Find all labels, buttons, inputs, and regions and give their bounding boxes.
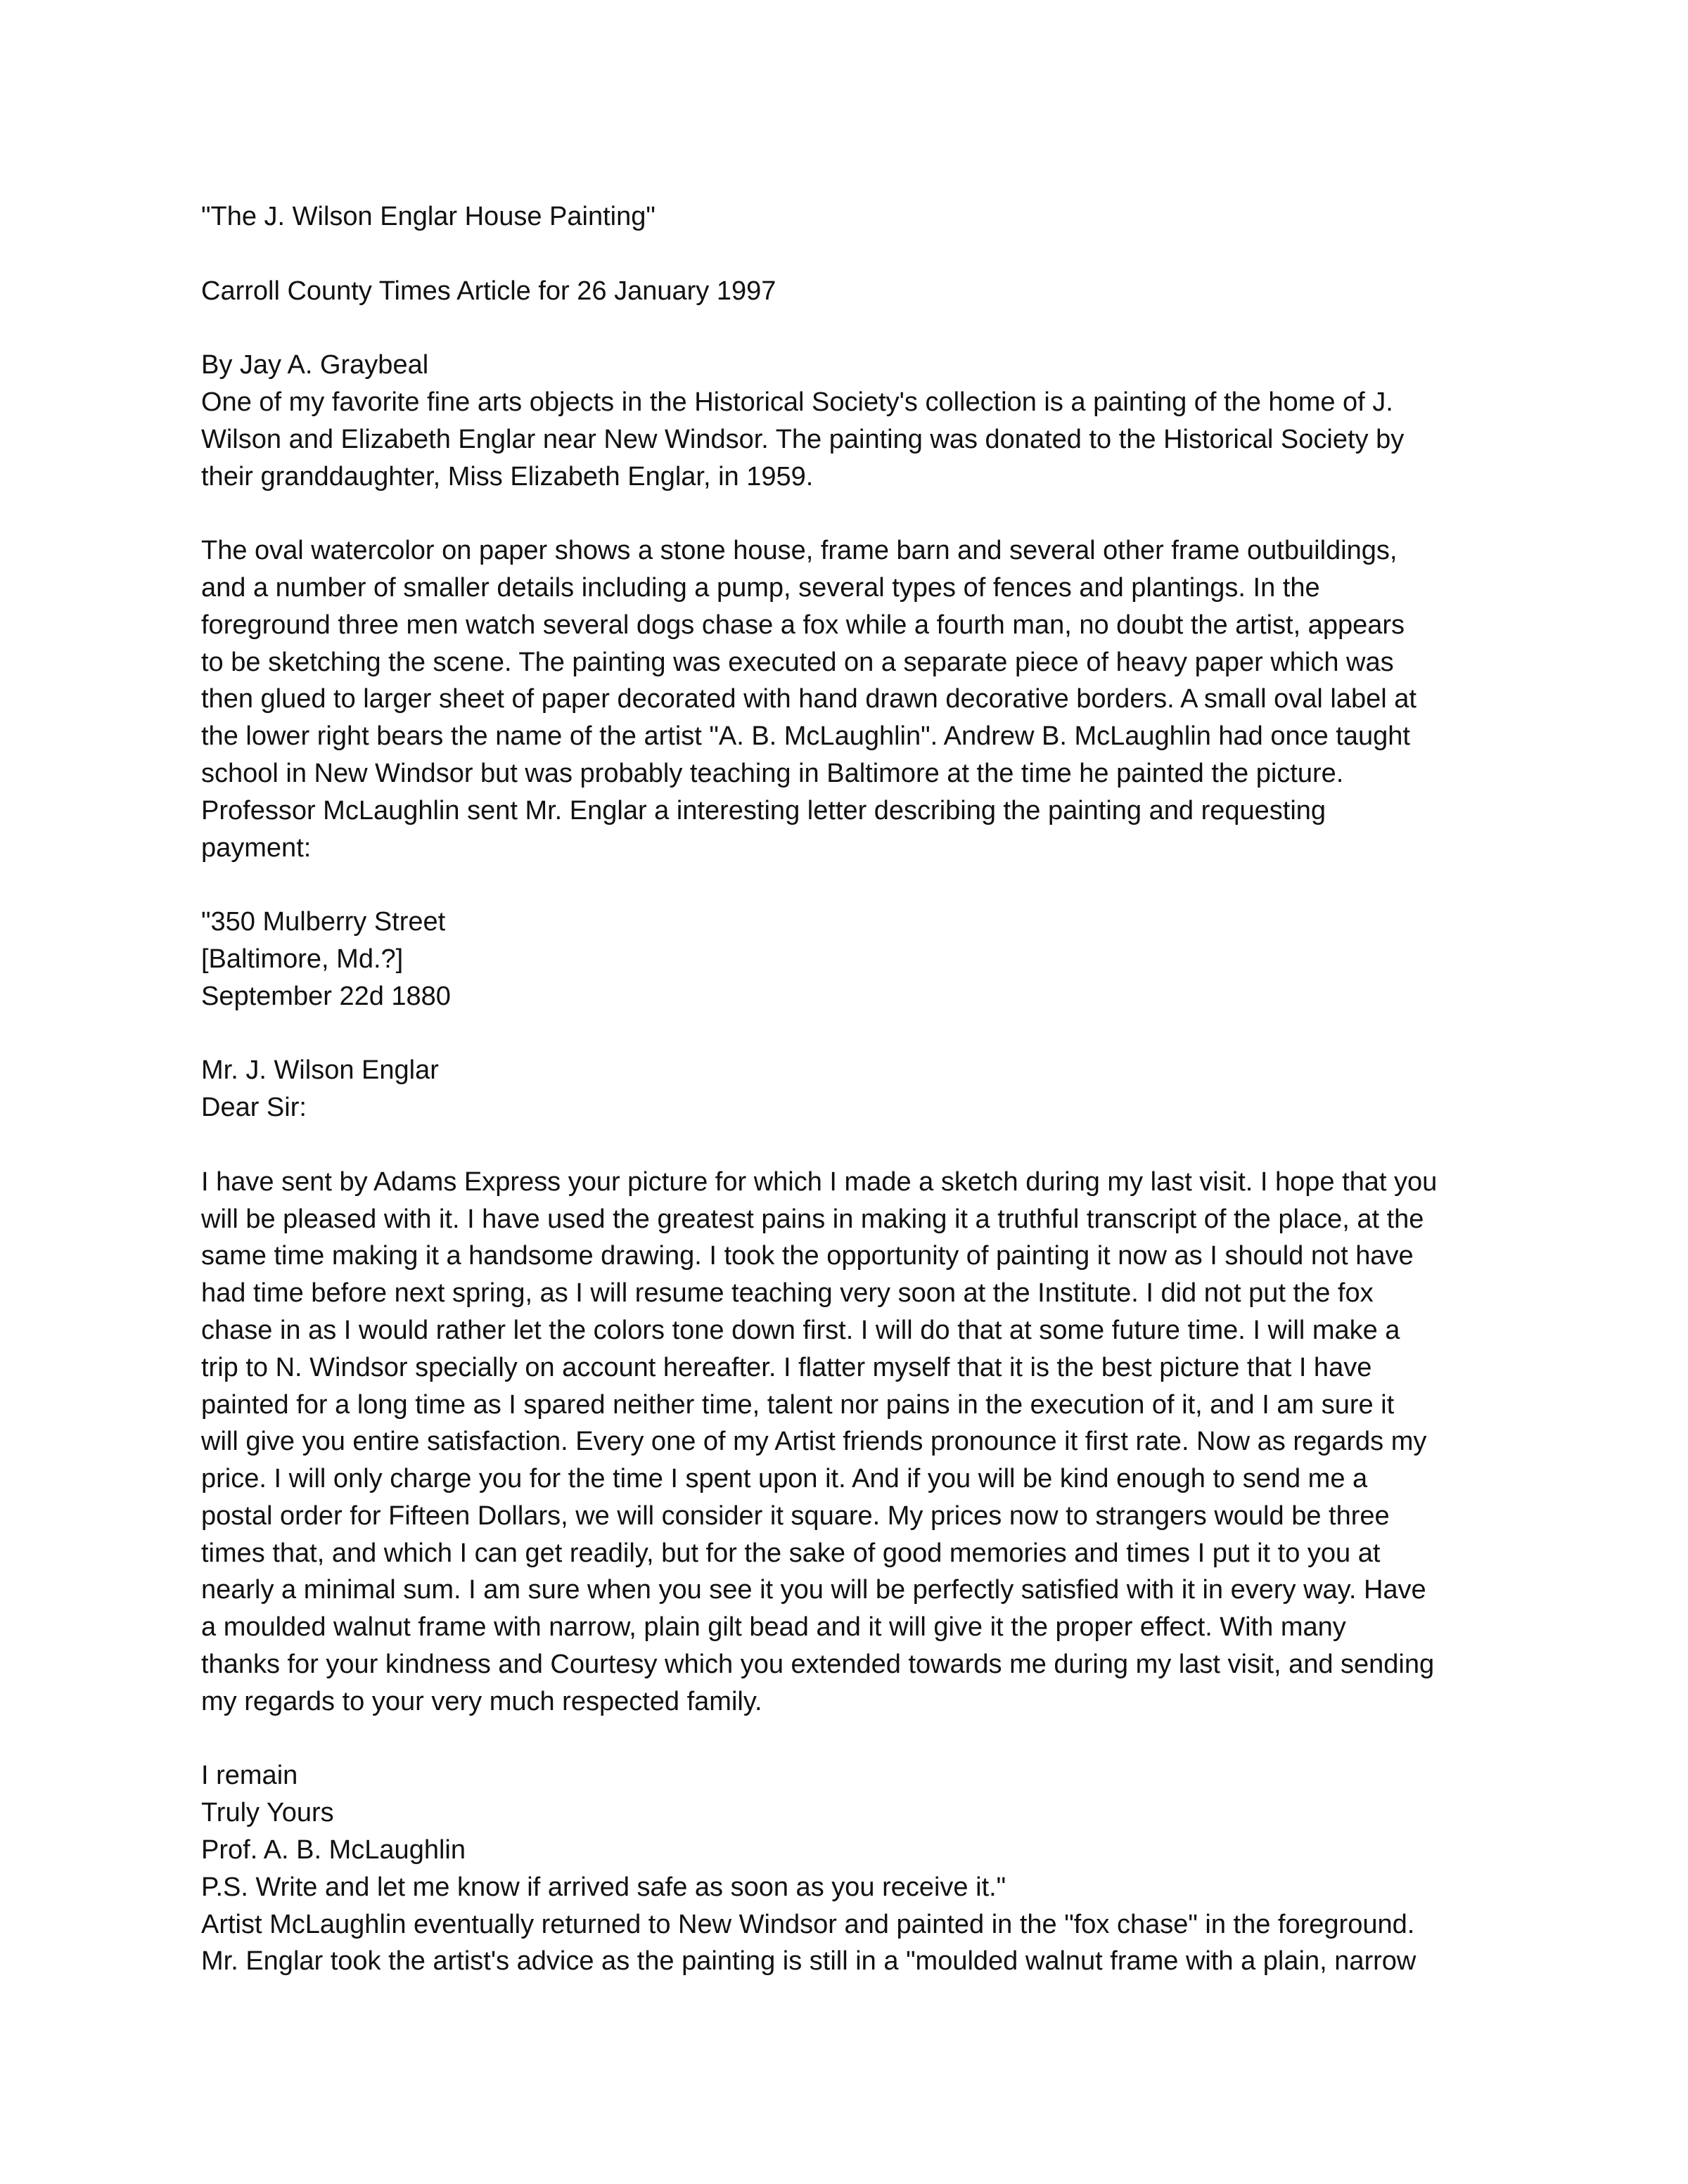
text-line: will give you entire satisfaction. Every one of my Artist friends pronounce it first rate. Now as regards my: [201, 1427, 1427, 1457]
text-line: then glued to larger sheet of paper decorated with hand drawn decorative borders. A small oval label at: [201, 684, 1417, 714]
text-line: By Jay A. Graybeal: [201, 350, 429, 380]
text-line: I have sent by Adams Express your picture for which I made a sketch during my last visit. I hope that you: [201, 1167, 1438, 1197]
text-line: chase in as I would rather let the colors tone down first. I will do that at some future time. I will make a: [201, 1315, 1400, 1345]
text-line: school in New Windsor but was probably teaching in Baltimore at the time he painted the picture.: [201, 758, 1344, 788]
text-line: foreground three men watch several dogs chase a fox while a fourth man, no doubt the artist, appears: [201, 610, 1405, 640]
text-line: P.S. Write and let me know if arrived safe as soon as you receive it.": [201, 1872, 1006, 1902]
text-line: Dear Sir:: [201, 1093, 307, 1123]
text-line: a moulded walnut frame with narrow, plain gilt bead and it will give it the proper effect. With many: [201, 1612, 1346, 1643]
text-line: my regards to your very much respected family.: [201, 1686, 762, 1716]
text-line: Artist McLaughlin eventually returned to New Windsor and painted in the "fox chase" in the foreground.: [201, 1909, 1415, 1939]
text-line: nearly a minimal sum. I am sure when you see it you will be perfectly satisfied with it in every way. Have: [201, 1575, 1426, 1605]
text-line: to be sketching the scene. The painting was executed on a separate piece of heavy paper which was: [201, 647, 1394, 677]
text-line: will be pleased with it. I have used the greatest pains in making it a truthful transcript of the place, at the: [201, 1204, 1424, 1234]
text-line: had time before next spring, as I will resume teaching very soon at the Institute. I did not put the fox: [201, 1278, 1374, 1309]
publication-line: [201, 273, 1537, 310]
text-line: trip to N. Windsor specially on account hereafter. I flatter myself that it is the best picture that I have: [201, 1352, 1372, 1382]
text-line: Prof. A. B. McLaughlin: [201, 1835, 466, 1865]
text-line: times that, and which I can get readily, but for the sake of good memories and times I put it to you at: [201, 1538, 1381, 1568]
paragraph-spacer: [201, 866, 1537, 904]
paragraph-spacer: [201, 1721, 1537, 1758]
text-line: painted for a long time as I spared neither time, talent nor pains in the execution of it, and I am sure it: [201, 1389, 1395, 1420]
text-line: September 22d 1880: [201, 981, 451, 1011]
text-line: postal order for Fifteen Dollars, we will consider it square. My prices now to strangers would be three: [201, 1501, 1390, 1531]
text-line: Mr. J. Wilson Englar: [201, 1055, 439, 1086]
text-line: price. I will only charge you for the time I spent upon it. And if you will be kind enough to send me a: [201, 1464, 1368, 1494]
text-line: [Baltimore, Md.?]: [201, 944, 404, 974]
paragraph-spacer: [201, 1126, 1537, 1164]
text-line: same time making it a handsome drawing. I took the opportunity of painting it now as I should not have: [201, 1241, 1414, 1271]
text-line: "350 Mulberry Street: [201, 907, 446, 937]
text-line: Professor McLaughlin sent Mr. Englar a interesting letter describing the painting and requesting: [201, 795, 1326, 826]
text-line: Wilson and Elizabeth Englar near New Windsor. The painting was donated to the Historical Society by: [201, 424, 1405, 454]
paragraph-spacer: [201, 495, 1537, 532]
description-paragraph: [201, 532, 1537, 866]
text-line: their granddaughter, Miss Elizabeth Englar, in 1959.: [201, 461, 814, 492]
intro-paragraph: [201, 347, 1537, 495]
text-line: Truly Yours: [201, 1798, 334, 1828]
letter-closing: [201, 1757, 1537, 1980]
paragraph-spacer: [201, 236, 1537, 273]
text-line: "The J. Wilson Englar House Painting": [201, 202, 656, 231]
paragraph-spacer: [201, 309, 1537, 347]
text-line: the lower right bears the name of the artist "A. B. McLaughlin". Andrew B. McLaughlin had once taught: [201, 721, 1410, 752]
article-title: [201, 198, 1537, 236]
paragraph-spacer: [201, 1015, 1537, 1053]
letter-address: [201, 904, 1537, 1015]
text-line: Carroll County Times Article for 26 January 1997: [201, 276, 776, 306]
letter-body: [201, 1164, 1537, 1721]
text-line: thanks for your kindness and Courtesy which you extended towards me during my last visit, and sending: [201, 1650, 1435, 1680]
document-page: [201, 198, 1537, 1980]
text-line: One of my favorite fine arts objects in the Historical Society's collection is a painting of the home of J.: [201, 387, 1393, 417]
text-line: I remain: [201, 1761, 298, 1791]
text-line: Mr. Englar took the artist's advice as the painting is still in a "moulded walnut frame with a plain, narrow: [201, 1946, 1417, 1977]
text-line: payment:: [201, 833, 312, 863]
text-line: and a number of smaller details including a pump, several types of fences and plantings. In the: [201, 572, 1320, 603]
letter-salutation: [201, 1052, 1537, 1126]
text-line: The oval watercolor on paper shows a stone house, frame barn and several other frame outbuildings,: [201, 536, 1398, 566]
